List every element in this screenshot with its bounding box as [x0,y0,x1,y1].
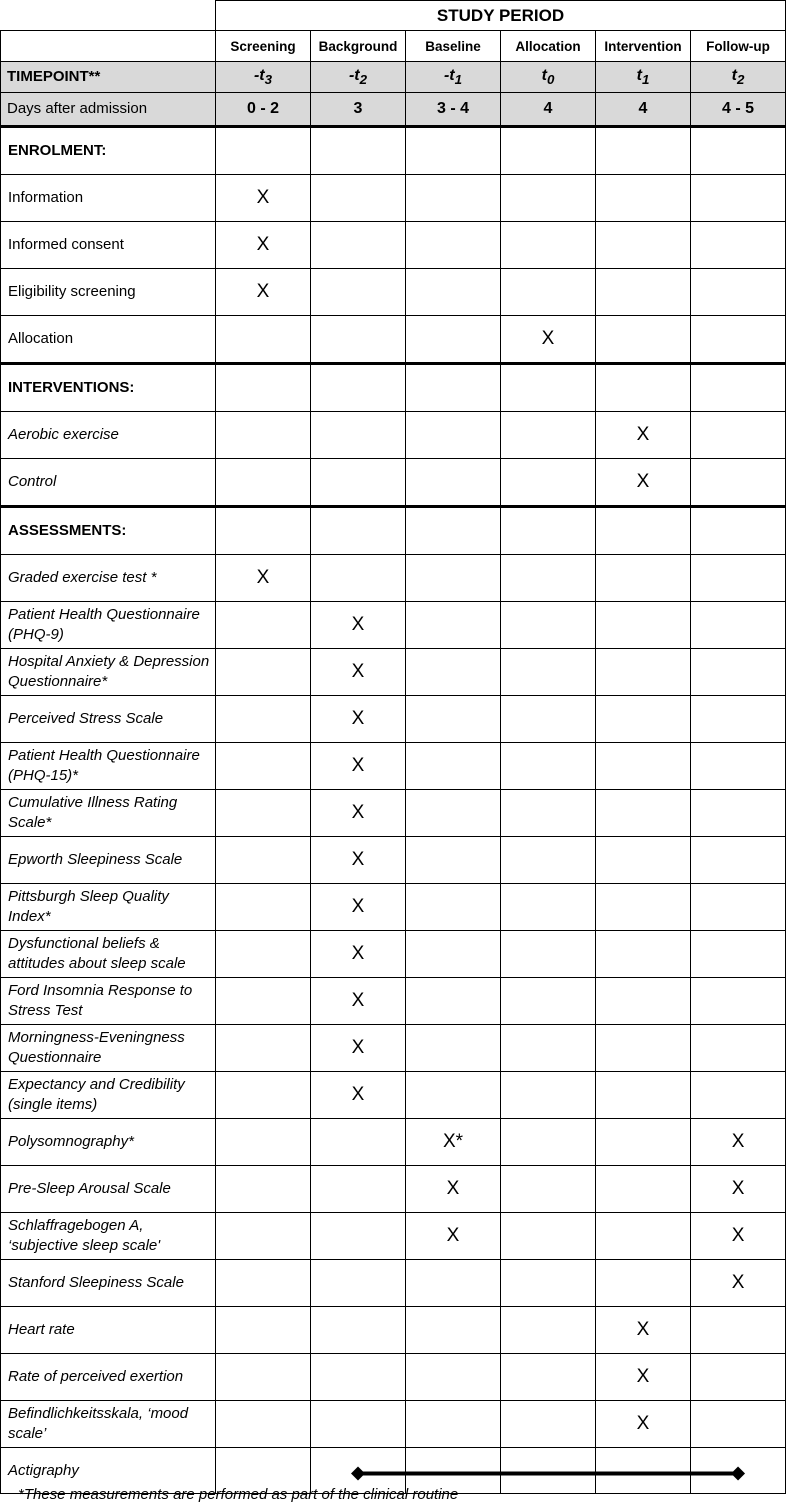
schedule-mark: X [311,649,406,696]
schedule-mark [691,790,786,837]
schedule-mark [406,696,501,743]
row-label: ASSESSMENTS: [1,507,216,555]
schedule-mark [501,1354,596,1401]
phase-intervention: Intervention [596,31,691,62]
schedule-mark [501,1072,596,1119]
schedule-mark [406,790,501,837]
phase-screening: Screening [216,31,311,62]
schedule-mark [501,1025,596,1072]
row-label: Actigraphy [1,1448,216,1494]
schedule-mark [216,1119,311,1166]
schedule-mark [406,649,501,696]
schedule-mark [691,269,786,316]
schedule-mark [596,1166,691,1213]
schedule-mark [216,1072,311,1119]
phase-background: Background [311,31,406,62]
schedule-mark [216,507,311,555]
schedule-mark: X [406,1213,501,1260]
schedule-row [1,364,786,412]
row-label: Control [1,459,216,507]
schedule-mark [216,1401,311,1448]
schedule-mark [216,459,311,507]
schedule-mark [311,1354,406,1401]
row-label: Epworth Sleepiness Scale [1,837,216,884]
row-label: Allocation [1,316,216,364]
schedule-mark [596,1260,691,1307]
schedule-mark [691,696,786,743]
schedule-row [1,837,786,884]
timepoint-value: $-t_2$ [311,62,406,93]
schedule-mark [596,696,691,743]
schedule-mark [596,649,691,696]
phase-follow-up: Follow-up [691,31,786,62]
schedule-mark [406,884,501,931]
schedule-mark [406,602,501,649]
schedule-mark [501,978,596,1025]
row-label: Information [1,175,216,222]
phase-corner-cell [1,31,216,62]
corner-cell [1,1,216,31]
schedule-mark [406,1072,501,1119]
schedule-mark [501,269,596,316]
schedule-mark [691,602,786,649]
row-label: Cumulative Illness Rating Scale* [1,790,216,837]
row-label: INTERVENTIONS: [1,364,216,412]
schedule-mark [691,649,786,696]
schedule-mark [501,459,596,507]
schedule-mark: X [216,555,311,602]
row-label: Patient Health Questionnaire (PHQ-15)* [1,743,216,790]
schedule-mark: X [596,1354,691,1401]
timepoint-row [1,62,786,93]
schedule-row [1,1072,786,1119]
schedule-mark [691,1307,786,1354]
schedule-mark [406,175,501,222]
schedule-row [1,555,786,602]
schedule-mark [501,175,596,222]
schedule-mark [501,412,596,459]
schedule-mark: X [691,1260,786,1307]
schedule-mark [311,127,406,175]
schedule-mark [596,1072,691,1119]
days-row [1,93,786,127]
schedule-mark: X [216,269,311,316]
schedule-mark [596,1448,691,1494]
schedule-mark [311,316,406,364]
schedule-mark [216,1307,311,1354]
schedule-mark: X [596,1401,691,1448]
row-label: Pittsburgh Sleep Quality Index* [1,884,216,931]
schedule-mark [406,555,501,602]
study-period-title: STUDY PERIOD [216,1,786,31]
schedule-mark [406,931,501,978]
schedule-mark [216,412,311,459]
schedule-mark [596,743,691,790]
schedule-mark [501,696,596,743]
schedule-mark [596,175,691,222]
row-label: Pre-Sleep Arousal Scale [1,1166,216,1213]
schedule-mark [406,364,501,412]
schedule-row [1,1307,786,1354]
schedule-mark [501,837,596,884]
schedule-mark [596,602,691,649]
row-label: Eligibility screening [1,269,216,316]
schedule-mark [596,269,691,316]
schedule-mark [691,412,786,459]
schedule-mark [501,1166,596,1213]
timepoint-value: $t_2$ [691,62,786,93]
schedule-mark [596,507,691,555]
schedule-mark: X* [406,1119,501,1166]
schedule-mark [311,1166,406,1213]
schedule-mark [596,222,691,269]
schedule-mark [311,175,406,222]
schedule-mark: X [311,743,406,790]
timepoint-value: $t_0$ [501,62,596,93]
schedule-mark [691,364,786,412]
schedule-mark [406,743,501,790]
footnote: *These measurements are performed as part of the clinical routine [18,1486,459,1503]
schedule-mark [691,459,786,507]
schedule-mark [501,649,596,696]
row-label: Schlaffragebogen A, ‘subjective sleep scale' [1,1213,216,1260]
schedule-mark: X [311,602,406,649]
schedule-mark [216,884,311,931]
schedule-row [1,412,786,459]
schedule-mark [691,884,786,931]
schedule-row [1,222,786,269]
schedule-row [1,743,786,790]
schedule-mark [691,1072,786,1119]
schedule-mark [406,316,501,364]
schedule-mark [691,175,786,222]
schedule-mark [596,364,691,412]
schedule-mark [691,555,786,602]
schedule-mark [216,1260,311,1307]
schedule-mark [501,931,596,978]
schedule-mark [311,364,406,412]
schedule-mark [216,696,311,743]
days-value: 0 - 2 [216,93,311,127]
row-label: Ford Insomnia Response to Stress Test [1,978,216,1025]
schedule-mark: X [596,459,691,507]
schedule-mark [596,555,691,602]
days-label: Days after admission [1,93,216,127]
schedule-mark [406,1025,501,1072]
days-value: 4 - 5 [691,93,786,127]
schedule-mark: X [311,696,406,743]
timepoint-value: $t_1$ [596,62,691,93]
schedule-mark: X [311,837,406,884]
schedule-mark [406,1354,501,1401]
phase-baseline: Baseline [406,31,501,62]
schedule-row [1,696,786,743]
row-label: Stanford Sleepiness Scale [1,1260,216,1307]
schedule-mark [311,412,406,459]
row-label: Morningness-Eveningness Questionnaire [1,1025,216,1072]
schedule-row [1,884,786,931]
schedule-mark [691,1025,786,1072]
phase-allocation: Allocation [501,31,596,62]
schedule-mark [311,1260,406,1307]
schedule-mark [596,790,691,837]
schedule-mark [691,743,786,790]
schedule-mark [596,127,691,175]
schedule-mark [311,555,406,602]
schedule-mark [596,884,691,931]
schedule-mark [406,1260,501,1307]
schedule-mark [691,1354,786,1401]
schedule-row [1,1354,786,1401]
row-label: ENROLMENT: [1,127,216,175]
schedule-mark: X [596,412,691,459]
schedule-mark [501,127,596,175]
schedule-row [1,316,786,364]
schedule-mark: X [691,1213,786,1260]
schedule-mark [596,978,691,1025]
schedule-row [1,790,786,837]
schedule-mark [216,790,311,837]
schedule-mark [216,743,311,790]
schedule-mark [216,316,311,364]
schedule-mark [691,222,786,269]
schedule-mark [406,837,501,884]
schedule-mark [596,837,691,884]
schedule-mark [501,555,596,602]
days-value: 3 [311,93,406,127]
schedule-mark: X [311,978,406,1025]
row-label: Perceived Stress Scale [1,696,216,743]
schedule-mark [216,1354,311,1401]
schedule-row [1,978,786,1025]
schedule-mark [311,1307,406,1354]
schedule-mark [691,931,786,978]
schedule-mark [596,1213,691,1260]
row-label: Aerobic exercise [1,412,216,459]
schedule-mark [216,364,311,412]
schedule-row [1,1166,786,1213]
schedule-mark [501,743,596,790]
schedule-mark [501,222,596,269]
schedule-mark [311,459,406,507]
schedule-mark [596,316,691,364]
schedule-mark [501,1213,596,1260]
schedule-mark [406,1307,501,1354]
timepoint-value: $-t_1$ [406,62,501,93]
row-label: Hospital Anxiety & Depression Questionnaire* [1,649,216,696]
schedule-mark [501,1119,596,1166]
schedule-row [1,1119,786,1166]
schedule-mark [691,837,786,884]
schedule-mark [501,1307,596,1354]
schedule-mark [406,459,501,507]
schedule-mark [691,316,786,364]
schedule-mark [406,269,501,316]
row-label: Informed consent [1,222,216,269]
schedule-mark: X [691,1119,786,1166]
schedule-mark: X [501,316,596,364]
schedule-mark [216,978,311,1025]
schedule-mark [216,602,311,649]
days-value: 3 - 4 [406,93,501,127]
schedule-mark [311,222,406,269]
row-label: Polysomnography* [1,1119,216,1166]
schedule-row [1,1260,786,1307]
schedule-row [1,931,786,978]
schedule-mark [216,127,311,175]
study-period-row [1,1,786,31]
schedule-mark: X [216,222,311,269]
schedule-mark: X [691,1166,786,1213]
schedule-mark [501,1401,596,1448]
schedule-mark [691,1401,786,1448]
schedule-row [1,1213,786,1260]
schedule-mark [596,931,691,978]
schedule-row [1,507,786,555]
schedule-mark: X [596,1307,691,1354]
schedule-mark [406,222,501,269]
schedule-mark [596,1119,691,1166]
schedule-mark [596,1025,691,1072]
schedule-mark: X [216,175,311,222]
schedule-mark: X [311,1072,406,1119]
schedule-mark [406,127,501,175]
row-label: Dysfunctional beliefs & attitudes about sleep scale [1,931,216,978]
schedule-mark [216,649,311,696]
schedule-mark [216,837,311,884]
schedule-row [1,1025,786,1072]
schedule-mark [501,790,596,837]
schedule-row [1,175,786,222]
schedule-mark [216,1166,311,1213]
schedule-mark [311,507,406,555]
schedule-mark [691,1448,786,1494]
schedule-mark [501,1448,596,1494]
days-value: 4 [596,93,691,127]
schedule-row [1,269,786,316]
timepoint-value: $-t_3$ [216,62,311,93]
schedule-mark [501,507,596,555]
schedule-body [1,127,786,1494]
schedule-mark [691,507,786,555]
schedule-mark [311,1213,406,1260]
schedule-mark [311,1119,406,1166]
row-label: Expectancy and Credibility (single items) [1,1072,216,1119]
schedule-mark [501,602,596,649]
schedule-mark: X [406,1166,501,1213]
schedule-mark [311,1401,406,1448]
row-label: Rate of perceived exertion [1,1354,216,1401]
schedule-mark [216,1025,311,1072]
schedule-row [1,602,786,649]
schedule-mark: X [311,931,406,978]
timepoint-label: TIMEPOINT** [1,62,216,93]
schedule-mark [406,1401,501,1448]
schedule-mark [406,412,501,459]
row-label: Befindlichkeitsskala, ‘mood scale’ [1,1401,216,1448]
schedule-mark [406,507,501,555]
row-label: Heart rate [1,1307,216,1354]
schedule-mark: X [311,884,406,931]
schedule-mark [691,978,786,1025]
row-label: Graded exercise test * [1,555,216,602]
schedule-row [1,459,786,507]
schedule-mark: X [311,790,406,837]
schedule-mark [216,931,311,978]
schedule-mark: X [311,1025,406,1072]
schedule-row [1,127,786,175]
schedule-mark [691,127,786,175]
schedule-mark [216,1213,311,1260]
schedule-mark [311,269,406,316]
schedule-mark [501,1260,596,1307]
days-value: 4 [501,93,596,127]
schedule-mark [501,364,596,412]
schedule-mark [406,978,501,1025]
row-label: Patient Health Questionnaire (PHQ-9) [1,602,216,649]
schedule-row [1,1401,786,1448]
schedule-mark [501,884,596,931]
phase-header-row [1,31,786,62]
schedule-row [1,649,786,696]
